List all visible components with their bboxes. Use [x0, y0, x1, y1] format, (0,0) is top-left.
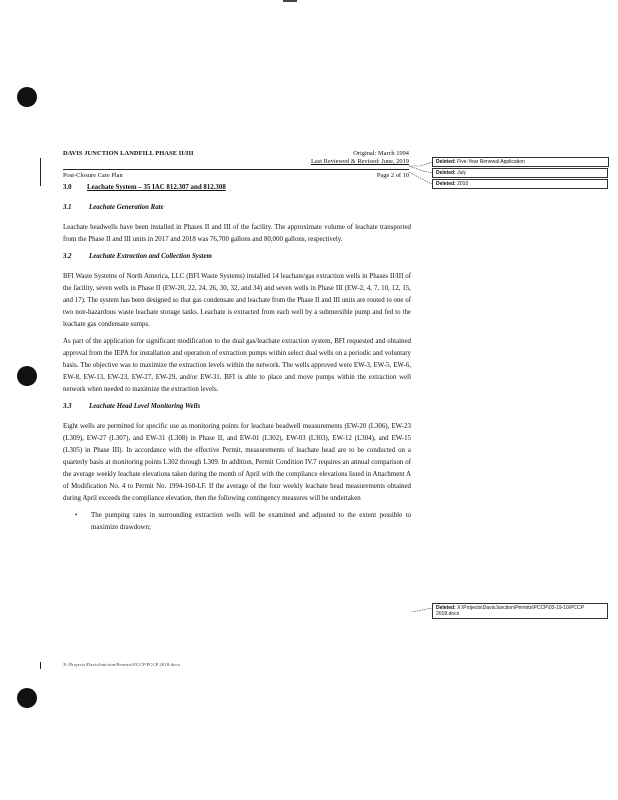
subsection-heading: 3.1 Leachate Generation Rate	[63, 204, 164, 211]
document-title: DAVIS JUNCTION LANDFILL PHASE II/III	[63, 150, 194, 157]
subsection-heading: 3.3 Leachate Head Level Monitoring Wells	[63, 403, 201, 410]
contingency-list	[63, 510, 411, 534]
paragraph: BFI Waste Systems of North America, LLC (BFI Waste Systems) installed 14 leachate/gas extraction wells in Phases II/III of the facility, seven wells in Phase II (EW-20, 22, 24, 26, 30, 32, and 34) and seven wells in Phase III (EW-2, 4, 7, 10, 12, 15, and 17). The system has been designed so that gas condensate and leachate from the Phase II and III units are routed to one of two non-hazardous waste leachate storage tanks. Leachate is extracted from each well by a submersible pump and fed to the leachate gas condensate sumps.	[63, 273, 411, 328]
list-item: • The pumping rates in surrounding extraction wells will be examined and adjusted to the extent possible to maximize drawdown;	[91, 510, 411, 534]
paragraph: As part of the application for significant modification to the dual gas/leachate extraction system, BFI requested and obtained approval from the IEPA for installation and operation of extraction pumps within select dual wells on a periodic and voluntary basis. The objective was to maximize the extraction levels within the network. The wells approved were EW-3, EW-5, EW-6, EW-8, EW-13, EW-23, EW-27, EW-29, and/or EW-31. BFI is able to place and move pumps within the extraction well network when needed to maximize the extraction levels.	[63, 338, 411, 393]
deleted-comment[interactable]: Deleted: 2010	[432, 179, 608, 189]
subsection-heading: 3.2 Leachate Extraction and Collection System	[63, 253, 212, 260]
paragraph: Eight wells are permitted for specific use as monitoring points for leachate headwell measurements (EW-20 (L306), EW-23 (L309), EW-27 (L307), and EW-31 (L308) in Phase II, and EW-01 (L302), EW-03 (L303), EW-12 (L304), and EW-15 (L305) in Phase III). In accordance with the effective Permit, measurements of leachate head are to be conducted on a quarterly basis at monitoring points L302 through L309. In addition, Permit Condition IV.7 requires an annual comparison of the average weekly leachate elevations taken during the month of April with the compliance elevations listed in Attachment A of Modification No. 4 to Permit No. 1994-160-LF. If the average of the four weekly leachate head measurements obtained during April exceeds the compliance elevation, then the following contingency measures will be undertaken	[63, 423, 411, 502]
paragraph: Leachate headwells have been installed in Phases II and III of the facility. The approximate volume of leachate transported from the Phase II and III units in 2017 and 2018 was 76,700 gallons and 80,000 gallons, respectively.	[63, 224, 411, 243]
deleted-comment[interactable]: Deleted: Five-Year Renewal Application	[432, 157, 609, 167]
deleted-comment[interactable]: Deleted: X:\Projects\DavisJunction\Permits\PCCP\03-19-10\PCCP 2018.docx	[432, 603, 608, 619]
deleted-comment[interactable]: Deleted: July	[432, 168, 608, 178]
revised-date: Last Reviewed & Revised: June, 2019	[311, 158, 409, 165]
page-number: Page 2 of 10	[376, 172, 409, 179]
document-body	[63, 182, 411, 534]
section-heading: 3.0 Leachate System – 35 IAC 812.307 and 812.308	[63, 184, 226, 191]
footer-path: X:\Projects\DavisJunction\Permits\PCCP\PCCP 2018.docx	[63, 662, 181, 667]
original-date: Original: March 1994	[353, 150, 409, 157]
document-subtitle: Post-Closure Care Plan	[63, 172, 123, 179]
